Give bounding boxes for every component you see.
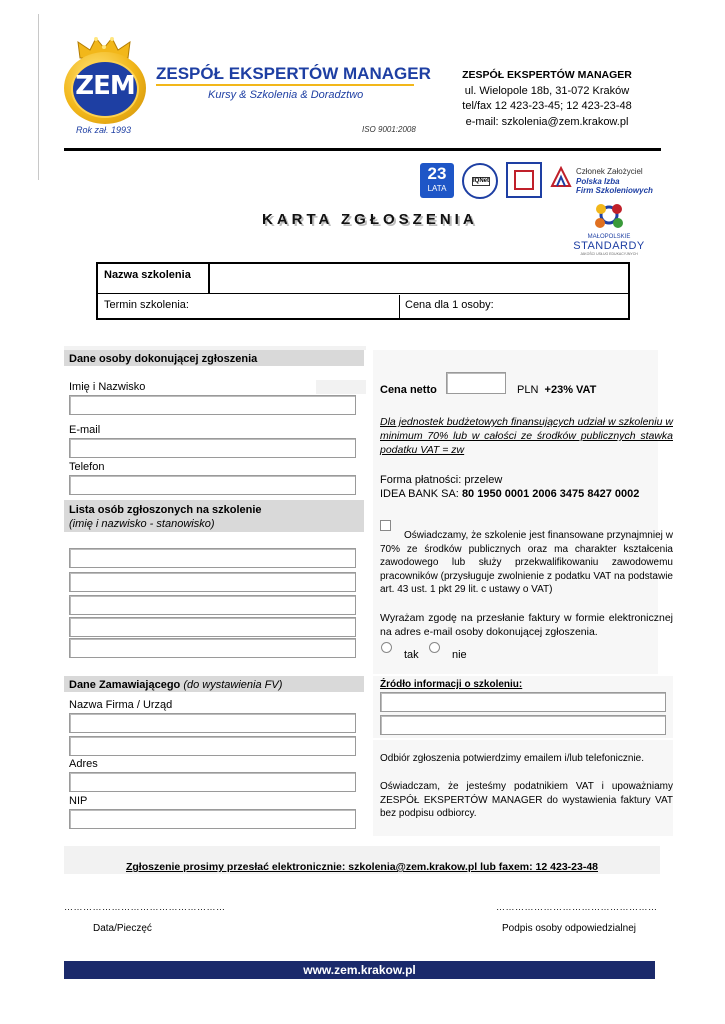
price-per-person-label: Cena dla 1 osoby: xyxy=(405,299,494,311)
training-date-label: Termin szkolenia: xyxy=(104,299,189,311)
participant-input-1[interactable] xyxy=(69,548,356,568)
e-invoice-no-radio[interactable] xyxy=(429,642,440,653)
bank-line xyxy=(380,488,639,500)
section-buyer xyxy=(64,676,364,692)
iqnet-cert-icon xyxy=(462,163,498,199)
participant-input-2[interactable] xyxy=(69,572,356,592)
participant-input-5[interactable] xyxy=(69,638,356,658)
public-funding-statement: Oświadczamy, że szkolenie jest finansowane przynajmniej w 70% ze środków publicznych oraz ma charakter kształcenia zawodowego lub służy przekwalifikowaniu zawodowemu pracowników (przysługuje zwolnienie z podatku VAT na podstawie art. 43 ust. 1 pkt 29 lit. c ustawy o VAT) xyxy=(380,530,673,595)
e-invoice-yes-radio[interactable] xyxy=(381,642,392,653)
pifs-line2: Polska Izba xyxy=(576,176,620,186)
nip-label: NIP xyxy=(69,795,88,807)
pln-text: PLN xyxy=(517,384,539,396)
address-label: Adres xyxy=(69,758,98,770)
company-label: Nazwa Firma / Urząd xyxy=(69,699,173,711)
contact-address: ul. Wielopole 18b, 31-072 Kraków xyxy=(464,84,630,97)
date-stamp-label: Data/Pieczęć xyxy=(93,923,152,934)
contact-block xyxy=(444,68,650,130)
website-footer[interactable]: www.zem.krakow.pl xyxy=(64,961,655,979)
send-instructions: Zgłoszenie prosimy przesłać elektronicznie: szkolenia@zem.krakow.pl lub faxem: 12 423-23-48 xyxy=(125,861,599,873)
name-input[interactable] xyxy=(69,395,356,415)
bank-number: 80 1950 0001 2006 3475 8427 0002 xyxy=(461,488,640,500)
person-signature-line: …………………………………………… xyxy=(496,902,658,912)
training-name-field[interactable] xyxy=(212,266,626,290)
address-input[interactable] xyxy=(69,772,356,792)
price-per-person-field[interactable] xyxy=(492,294,626,316)
training-name-label: Nazwa szkolenia xyxy=(98,264,210,294)
malopolskie-line1: MAŁOPOLSKIE xyxy=(587,234,631,240)
brand-title: ZESPÓŁ EKSPERTÓW MANAGER xyxy=(156,64,431,83)
participant-input-3[interactable] xyxy=(69,595,356,615)
contact-email: e-mail: szkolenia@zem.krakow.pl xyxy=(465,115,629,128)
participants-title: Lista osób zgłoszonych na szkolenie xyxy=(69,504,262,516)
pifs-line1: Członek Założyciel xyxy=(576,167,643,176)
budget-note: Dla jednostek budżetowych finansujących udział w szkoleniu w minimum 70% lub w całości ze środków publicznych stawka podatku VAT = zw xyxy=(380,416,673,456)
net-price-input[interactable] xyxy=(446,372,506,394)
table-divider xyxy=(399,295,400,320)
e-invoice-yes-label: tak xyxy=(404,649,419,661)
training-date-field[interactable] xyxy=(190,294,396,316)
section-participants xyxy=(64,500,364,532)
years-number: 23 xyxy=(427,164,447,183)
buyer-title: Dane Zamawiającego xyxy=(69,679,181,691)
pifs-line3: Firm Szkoleniowych xyxy=(576,186,653,195)
email-input[interactable] xyxy=(69,438,356,458)
participant-input-4[interactable] xyxy=(69,617,356,637)
payment-form: Forma płatności: przelew xyxy=(380,474,503,486)
e-invoice-consent: Wyrażam zgodę na przesłanie faktury w formie elektronicznej na adres e-mail osoby dokonującej zgłoszenia. xyxy=(380,612,673,638)
vat-text: +23% VAT xyxy=(544,384,597,396)
e-invoice-no-label: nie xyxy=(452,649,467,661)
bank-label: IDEA BANK SA: xyxy=(380,488,459,500)
iso-label: ISO 9001:2008 xyxy=(362,125,416,134)
name-label: Imię i Nazwisko xyxy=(69,381,146,393)
margin-line xyxy=(38,14,39,180)
vat-statement: Oświadczam, że jesteśmy podatnikiem VAT i upoważniamy ZESPÓŁ EKSPERTÓW MANAGER do wystawienia faktury VAT bez podpisu odbiorcy. xyxy=(380,781,673,819)
source-input-2[interactable] xyxy=(380,715,666,735)
nip-input[interactable] xyxy=(69,809,356,829)
header-divider xyxy=(64,148,661,151)
founded-year: Rok zał. 1993 xyxy=(76,125,132,135)
years-label: LATA xyxy=(427,184,447,193)
buyer-subtitle: (do wystawienia FV) xyxy=(183,679,283,691)
company-input-1[interactable] xyxy=(69,713,356,733)
section-requester: Dane osoby dokonującej zgłoszenia xyxy=(64,350,364,366)
pifs-text xyxy=(576,167,653,196)
pifs-logo-icon xyxy=(550,166,572,188)
participants-subtitle: (imię i nazwisko - stanowisko) xyxy=(69,518,215,530)
company-input-2[interactable] xyxy=(69,736,356,756)
brand-subtitle: Kursy & Szkolenia & Doradztwo xyxy=(208,89,364,101)
malopolskie-line3: JAKOŚCI USŁUG EDUKACYJNYCH xyxy=(580,252,638,256)
net-price-label: Cena netto xyxy=(380,384,437,396)
left-panel-pad xyxy=(316,380,366,394)
malopolskie-line2: STANDARDY xyxy=(573,240,645,252)
iqnet-label: IQNet xyxy=(473,178,490,184)
phone-label: Telefon xyxy=(69,461,105,473)
email-label: E-mail xyxy=(69,424,101,436)
date-signature-line: …………………………………………… xyxy=(64,902,226,912)
confirmation-note: Odbiór zgłoszenia potwierdzimy emailem i/lub telefonicznie. xyxy=(380,753,645,764)
source-input-1[interactable] xyxy=(380,692,666,712)
signature-label: Podpis osoby odpowiedzialnej xyxy=(502,923,636,934)
form-title: KARTA ZGŁOSZENIA xyxy=(262,211,478,228)
contact-phone: tel/fax 12 423-23-45; 12 423-23-48 xyxy=(462,100,632,112)
phone-input[interactable] xyxy=(69,475,356,495)
years-badge xyxy=(420,163,454,198)
pln-label xyxy=(517,384,596,396)
brand-underline xyxy=(156,84,414,86)
source-label: Źródło informacji o szkoleniu: xyxy=(380,679,523,690)
contact-name: ZESPÓŁ EKSPERTÓW MANAGER xyxy=(462,69,632,81)
logo-text: ZEM xyxy=(75,71,135,101)
quality-cert-icon xyxy=(506,162,542,198)
